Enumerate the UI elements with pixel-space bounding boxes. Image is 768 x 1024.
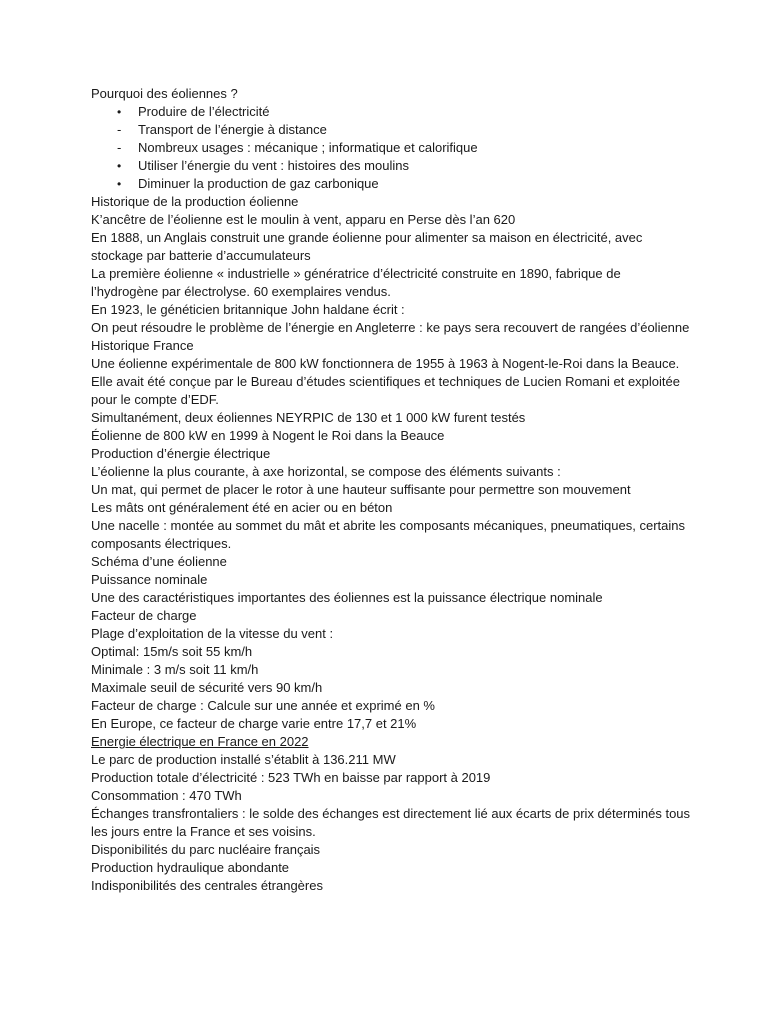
list-item-text: Produire de l’électricité [138, 104, 270, 119]
paragraph: Indisponibilités des centrales étrangères [91, 878, 323, 893]
paragraph: Disponibilités du parc nucléaire français [91, 842, 321, 857]
list-item-text: Transport de l’énergie à distance [138, 122, 327, 137]
paragraph: Échanges transfrontaliers : le solde des échanges est directement lié aux écarts de prix déterminés tous les jours entre la France et ses voisins. [91, 806, 691, 839]
paragraph: En Europe, ce facteur de charge varie entre 17,7 et 21% [91, 716, 417, 731]
paragraph: La première éolienne « industrielle » génératrice d’électricité construite en 1890, fabrique de l’hydrogène par électrolyse. 60 exemplaires vendus. [91, 266, 621, 299]
paragraph: Minimale : 3 m/s soit 11 km/h [91, 662, 259, 677]
paragraph: En 1923, le généticien britannique John haldane écrit : [91, 302, 405, 317]
bullet-icon: • [117, 159, 122, 173]
list-item [91, 139, 691, 157]
paragraph: L’éolienne la plus courante, à axe horizontal, se compose des éléments suivants : [91, 464, 561, 479]
section-heading-load-factor: Facteur de charge [91, 608, 197, 623]
paragraph: En 1888, un Anglais construit une grande éolienne pour alimenter sa maison en électricité, avec stockage par batterie d’accumulateurs [91, 230, 643, 263]
reasons-list [91, 103, 691, 193]
list-item-text: Nombreux usages : mécanique ; informatique et calorifique [138, 140, 478, 155]
paragraph: Une nacelle : montée au sommet du mât et abrite les composants mécaniques, pneumatiques, certains composants électriques. [91, 518, 685, 551]
document-title: Pourquoi des éoliennes ? [91, 86, 238, 101]
section-heading-nominal: Puissance nominale [91, 572, 208, 587]
section-heading-france: Historique France [91, 338, 194, 353]
dash-icon: - [117, 122, 122, 137]
bullet-icon: • [117, 177, 122, 191]
paragraph: Éolienne de 800 kW en 1999 à Nogent le Roi dans la Beauce [91, 428, 445, 443]
paragraph: Simultanément, deux éoliennes NEYRPIC de 130 et 1 000 kW furent testés [91, 410, 526, 425]
section-heading-france-2022: Energie électrique en France en 2022 [91, 734, 309, 749]
paragraph: K’ancêtre de l’éolienne est le moulin à vent, apparu en Perse dès l’an 620 [91, 212, 516, 227]
list-item [91, 157, 691, 175]
dash-icon: - [117, 140, 122, 155]
paragraph: Plage d’exploitation de la vitesse du vent : [91, 626, 334, 641]
bullet-icon: • [117, 105, 122, 119]
list-item [91, 121, 691, 139]
paragraph: Production hydraulique abondante [91, 860, 290, 875]
section-heading-history: Historique de la production éolienne [91, 194, 299, 209]
paragraph: Maximale seuil de sécurité vers 90 km/h [91, 680, 323, 695]
document-body [91, 85, 691, 895]
paragraph: Production totale d’électricité : 523 TWh en baisse par rapport à 2019 [91, 770, 491, 785]
paragraph: Les mâts ont généralement été en acier ou en béton [91, 500, 393, 515]
list-item-text: Diminuer la production de gaz carbonique [138, 176, 379, 191]
paragraph: Consommation : 470 TWh [91, 788, 242, 803]
section-heading-schema: Schéma d’une éolienne [91, 554, 227, 569]
paragraph: Facteur de charge : Calcule sur une année et exprimé en % [91, 698, 435, 713]
list-item-text: Utiliser l’énergie du vent : histoires des moulins [138, 158, 409, 173]
paragraph: Le parc de production installé s’établit à 136.211 MW [91, 752, 396, 767]
paragraph: Une éolienne expérimentale de 800 kW fonctionnera de 1955 à 1963 à Nogent-le-Roi dans la Beauce. Elle avait été conçue par le Bureau d’études scientifiques et techniques de Lucien Romani et exploitée pour le compte d’EDF. [91, 356, 680, 407]
paragraph: On peut résoudre le problème de l’énergie en Angleterre : ke pays sera recouvert de rangées d’éolienne [91, 320, 690, 335]
list-item [91, 175, 691, 193]
paragraph: Un mat, qui permet de placer le rotor à une hauteur suffisante pour permettre son mouvement [91, 482, 631, 497]
paragraph: Une des caractéristiques importantes des éoliennes est la puissance électrique nominale [91, 590, 603, 605]
section-heading-production: Production d’énergie électrique [91, 446, 271, 461]
list-item [91, 103, 691, 121]
paragraph: Optimal: 15m/s soit 55 km/h [91, 644, 253, 659]
